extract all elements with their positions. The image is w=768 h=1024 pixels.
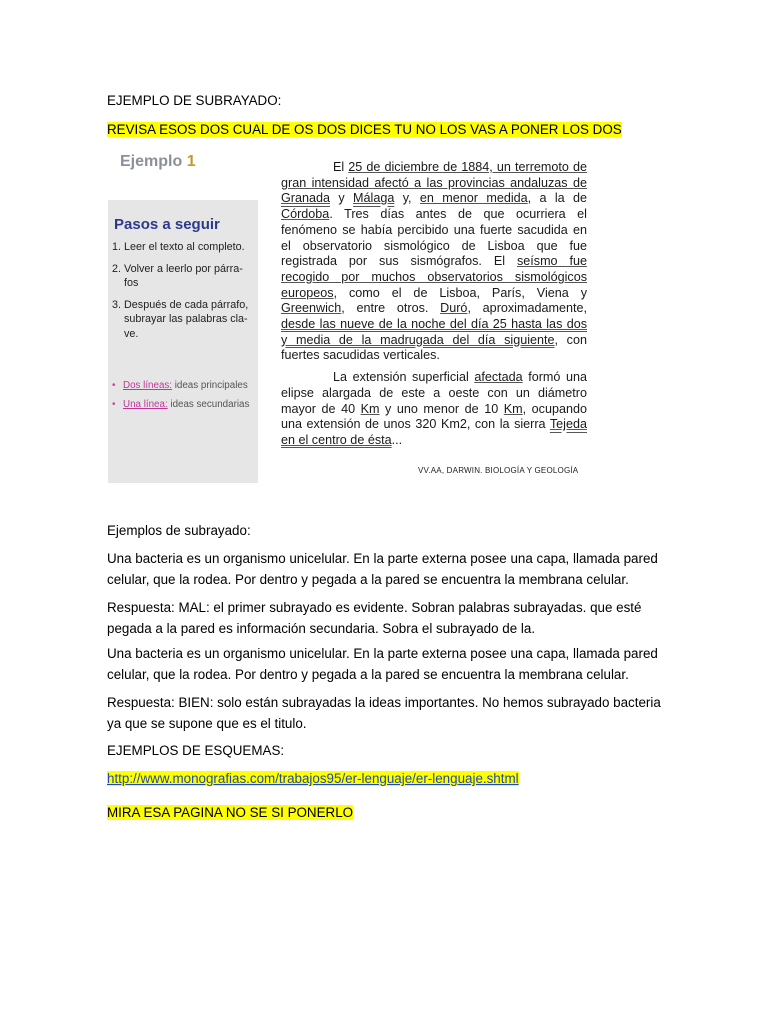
text-segment: , como el de Lisboa, París, Viena y (333, 285, 587, 300)
text-segment: seísmo fue recogido por muchos observatorios sismológicos europeos (281, 254, 587, 300)
note-top-text: REVISA ESOS DOS CUAL DE OS DOS DICES TU NO LOS VAS A PONER LOS DOS (107, 122, 622, 137)
figure-paragraph-2 (281, 370, 587, 449)
text-segment: Granada (281, 191, 331, 206)
figure-legend (112, 380, 258, 418)
text-segment: Córdoba (281, 207, 330, 222)
step-item: 2. Volver a leerlo por párra-fos (112, 262, 243, 289)
text-segment: 25 de diciembre de 1884, un terremoto de gran intensidad afectó a las provincias andaluzas de (281, 160, 587, 190)
text-segment: y (330, 191, 354, 206)
step-item: 1. Leer el texto al completo. (112, 241, 245, 253)
text-segment: Duró (440, 301, 468, 316)
text-segment: Málaga (353, 191, 395, 206)
text-segment: ... (391, 432, 403, 447)
text-segment: , ocupando una extensión de unos 320 Km2, con la sierra (281, 401, 587, 432)
figure-title: Ejemplo 1 (120, 153, 196, 170)
note-bottom-text: MIRA ESA PAGINA NO SE SI PONERLO (107, 805, 354, 820)
highlighted-note-bottom (107, 802, 667, 823)
text-segment: afectada (474, 370, 523, 385)
text-segment: La extensión superficial (333, 370, 475, 385)
figure-body-text (281, 160, 587, 455)
text-segment: en menor medida (419, 191, 528, 206)
text-segment: . Tres días antes de que ocurriera el fenómeno se había percibido una fuerte sacudida en el observatorio sismológico de Lisboa que fue registrada por sus sismógrafos. El (281, 207, 587, 269)
examples-heading: Ejemplos de subrayado: (107, 523, 251, 538)
text-segment: El (333, 160, 349, 174)
text-segment: desde las nueve de la noche del día 25 hasta las dos y media de la madrugada del día siguiente (281, 317, 587, 347)
text-segment: Greenwich (281, 301, 342, 316)
legend-item: • Dos líneas: ideas principales (112, 380, 258, 391)
link-line (107, 768, 667, 789)
text-segment: , a la de (527, 191, 588, 206)
highlighted-note-top (107, 119, 667, 140)
figure-paragraph-1 (281, 160, 587, 364)
example-figure (108, 148, 596, 488)
text-segment: Km (503, 401, 523, 416)
text-segment: , aproximadamente, (467, 301, 587, 316)
legend-item: • Una línea: ideas secundarias (112, 399, 258, 410)
schemes-heading: EJEMPLOS DE ESQUEMAS: (107, 743, 285, 758)
text-segment: Tejeda en el centro de ésta (281, 417, 587, 447)
page-heading: EJEMPLO DE SUBRAYADO: (107, 93, 282, 108)
monografias-link[interactable]: http://www.monografias.com/trabajos95/er-lenguaje/er-lenguaje.shtml (107, 771, 519, 786)
example-text-1: Una bacteria es un organismo unicelular. En la parte externa posee una capa, llamada pared celular, que la rodea. Por dentro y pegada a la pared se encuentra la membrana celular. (107, 551, 658, 587)
text-segment: formó una elipse alargada de este a oeste con un diámetro mayor de 40 (281, 370, 587, 416)
text-segment: y, (394, 191, 420, 206)
answer-2: Respuesta: BIEN: solo están subrayadas la ideas importantes. No hemos subrayado bacteria ya que se supone que es el titulo. (107, 695, 661, 731)
figure-source: VV.AA, DARWIN. BIOLOGÍA Y GEOLOGÍA (418, 466, 579, 475)
text-segment: y uno menor de 10 (379, 401, 504, 416)
figure-steps (112, 240, 256, 348)
text-segment: Km (360, 401, 380, 416)
step-item: 3. Después de cada párrafo, subrayar las palabras cla-ve. (112, 298, 249, 340)
example-text-2: Una bacteria es un organismo unicelular. En la parte externa posee una capa, llamada pared celular, que la rodea. Por dentro y pegada a la pared se encuentra la membrana celular. (107, 646, 658, 682)
text-segment: , entre otros. (341, 301, 441, 316)
text-segment: , con fuertes sacudidas verticales. (281, 332, 587, 363)
figure-subtitle: Pasos a seguir (114, 216, 220, 233)
answer-1: Respuesta: MAL: el primer subrayado es evidente. Sobran palabras subrayadas. que esté pegada a la pared es información secundaria. Sobra el subrayado de la. (107, 600, 642, 636)
